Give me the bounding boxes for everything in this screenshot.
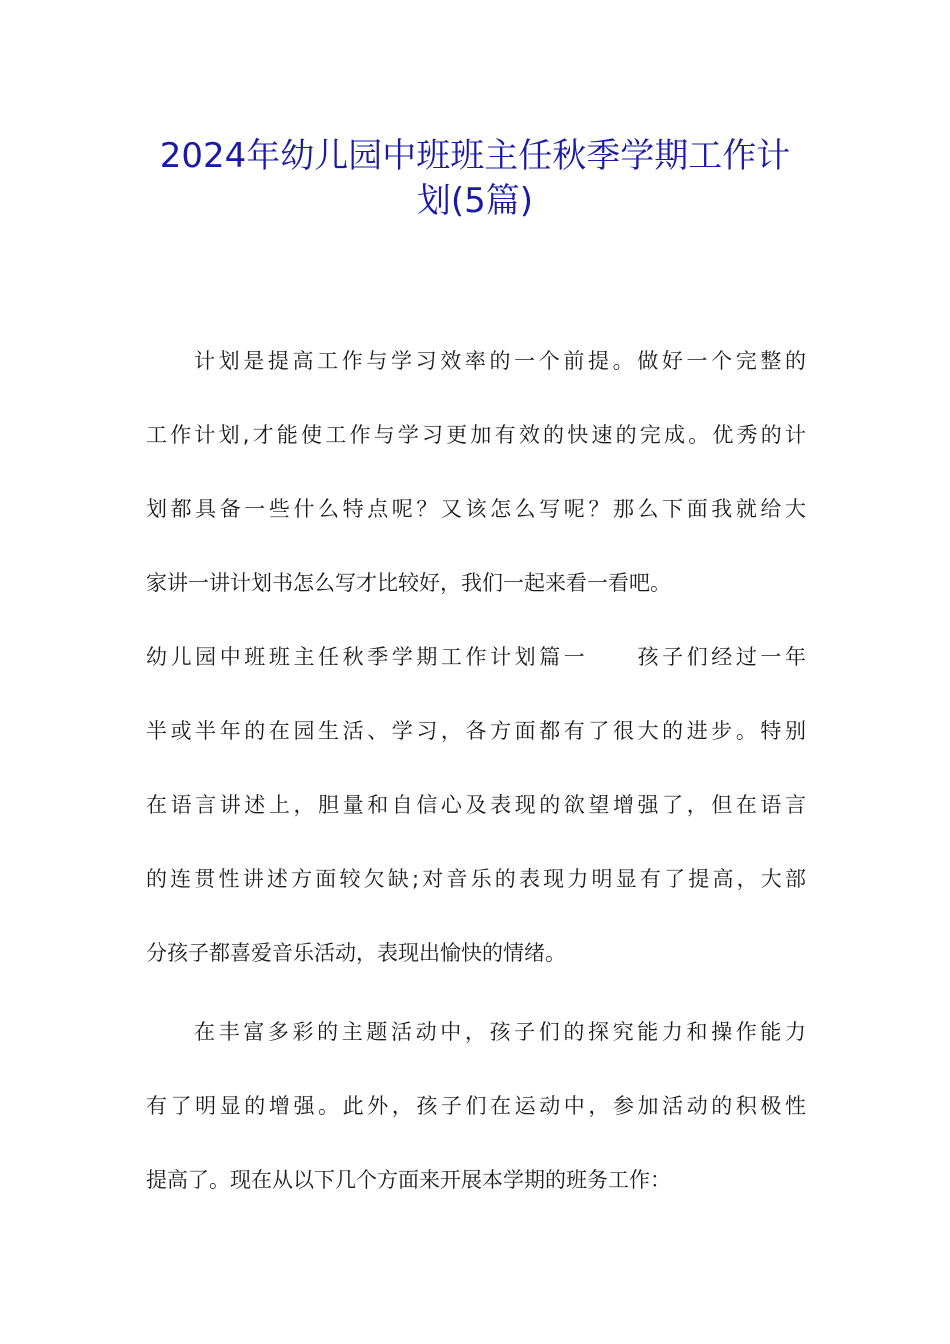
document-title-line-1: 2024年幼儿园中班班主任秋季学期工作计 xyxy=(159,136,791,176)
paragraph-line: 在丰富多彩的主题活动中，孩子们的探究能力和操作能力 xyxy=(194,1020,806,1044)
paragraph-line: 有了明显的增强。此外，孩子们在运动中，参加活动的积极性 xyxy=(146,1094,806,1118)
document-title-line-2: 划(5篇) xyxy=(416,181,534,221)
paragraph-line: 半或半年的在园生活、学习，各方面都有了很大的进步。特别 xyxy=(146,719,806,743)
paragraph-line: 家讲一讲计划书怎么写才比较好，我们一起来看一看吧。 xyxy=(146,571,671,595)
paragraph-line: 提高了。现在从以下几个方面来开展本学期的班务工作： xyxy=(146,1168,671,1192)
paragraph-line: 工作计划,才能使工作与学习更加有效的快速的完成。优秀的计 xyxy=(146,423,806,447)
paragraph-line: 计划是提高工作与学习效率的一个前提。做好一个完整的 xyxy=(194,349,806,373)
paragraph-line: 幼儿园中班班主任秋季学期工作计划篇一 孩子们经过一年 xyxy=(146,645,806,669)
paragraph-line: 分孩子都喜爱音乐活动，表现出愉快的情绪。 xyxy=(146,941,566,965)
paragraph-line: 的连贯性讲述方面较欠缺;对音乐的表现力明显有了提高，大部 xyxy=(146,867,806,891)
paragraph-line: 在语言讲述上，胆量和自信心及表现的欲望增强了，但在语言 xyxy=(146,793,806,817)
paragraph-line: 划都具备一些什么特点呢？又该怎么写呢？那么下面我就给大 xyxy=(146,497,806,521)
